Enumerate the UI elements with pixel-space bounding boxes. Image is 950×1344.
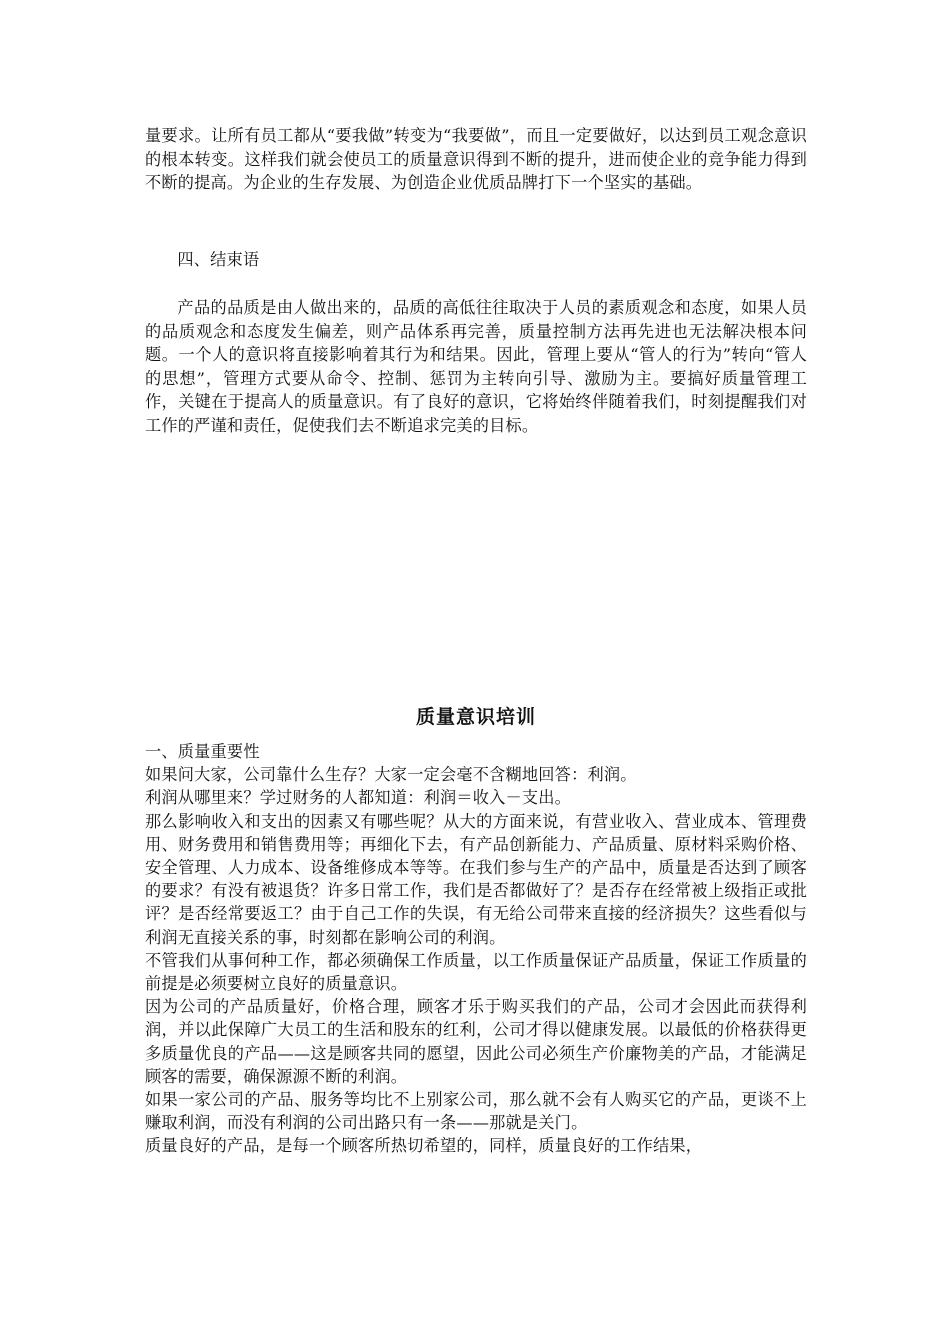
conclusion-paragraph	[145, 296, 807, 437]
paragraph-text: 量要求。让所有员工都从“要我做”转变为“我要做”，而且一定要做好，以达到员工观念意识的根本转变。这样我们就会使员工的质量意识得到不断的提升，进而使企业的竞争能力得到不断的提高。为企业的生存发展、为创造企业优质品牌打下一个坚实的基础。	[145, 126, 807, 192]
paragraph: 质量良好的产品，是每一个顾客所热切希望的，同样，质量良好的工作结果，	[145, 1136, 703, 1156]
paragraph: 利润从哪里来？学过财务的人都知道：利润＝收入－支出。	[145, 788, 572, 808]
paragraph: 如果问大家，公司靠什么生存？大家一定会毫不含糊地回答：利润。	[145, 765, 637, 785]
training-section	[145, 740, 807, 1158]
paragraph-text: 产品的品质是由人做出来的，品质的高低往往取决于人员的素质观念和态度，如果人员的品质观念和态度发生偏差，则产品体系再完善，质量控制方法再先进也无法解决根本问题。一个人的意识将直接影响着其行为和结果。因此，管理上要从“管人的行为”转向“管人的思想”，管理方式要从命令、控制、惩罚为主转向引导、激励为主。要搞好质量管理工作，关键在于提高人的质量意识。有了良好的意识，它将始终伴随着我们，时刻提醒我们对工作的严谨和责任，促使我们去不断追求完美的目标。	[145, 298, 807, 435]
paragraph: 那么影响收入和支出的因素又有哪些呢？从大的方面来说，有营业收入、营业成本、管理费用、财务费用和销售费用等；再细化下去，有产品创新能力、产品质量、原材料采购价格、安全管理、人力成本、设备维修成本等等。在我们参与生产的产品中，质量是否达到了顾客的要求？有没有被退货？许多日常工作，我们是否都做好了？是否存在经常被上级指正或批评？是否经常要返工？由于自己工作的失误，有无给公司带来直接的经济损失？这些看似与利润无直接关系的事，时刻都在影响公司的利润。	[145, 811, 807, 947]
section-heading-conclusion	[145, 248, 807, 272]
paragraph: 如果一家公司的产品、服务等均比不上别家公司，那么就不会有人购买它的产品，更谈不上赚取利润，而没有利润的公司出路只有一条——那就是关门。	[145, 1090, 807, 1133]
document-title: 质量意识培训	[415, 706, 536, 728]
section-heading: 一、质量重要性	[145, 742, 260, 761]
section-heading-text: 四、结束语	[177, 250, 260, 269]
paragraph: 不管我们从事何种工作，都必须确保工作质量，以工作质量保证产品质量，保证工作质量的前提是必须要树立良好的质量意识。	[145, 950, 807, 994]
paragraph-continuation	[145, 124, 807, 195]
paragraph: 因为公司的产品质量好，价格合理，顾客才乐于购买我们的产品，公司才会因此而获得利润，并以此保障广大员工的生活和股东的红利，公司才得以健康发展。以最低的价格获得更多质量优良的产品——这是顾客共同的愿望，因此公司必须生产价廉物美的产品，才能满足顾客的需要，确保源源不断的利润。	[145, 997, 807, 1086]
